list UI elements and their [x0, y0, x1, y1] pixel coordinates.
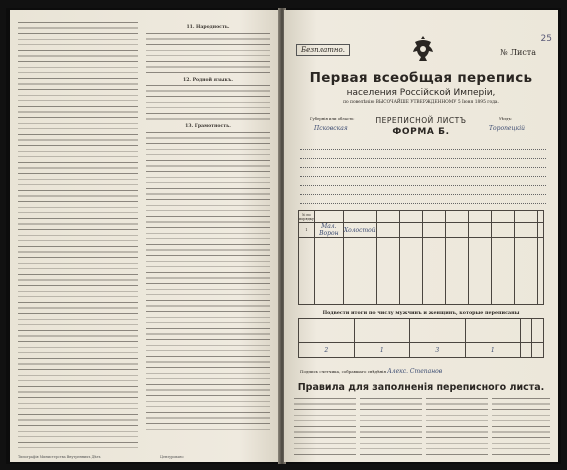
census-title: Первая всеобщая перепись — [309, 70, 533, 86]
province-label: Губернiя или область: — [310, 116, 355, 121]
right-page — [284, 10, 558, 462]
residents-table: № по порядку 1 Мал. Ворон Холостой — [298, 210, 544, 305]
census-subtitle: населения Россiйской Имперiи, — [346, 88, 496, 98]
tally-value: 1 — [354, 343, 410, 358]
form-type-label: ФОРМА Б. — [392, 127, 450, 137]
province-value: Псковская — [314, 125, 348, 132]
left-column-1 — [18, 22, 138, 448]
left-column-2 — [146, 22, 270, 448]
form-line — [300, 142, 546, 150]
heading-native-language: 12. Родной языкъ. — [183, 77, 233, 83]
tally-value: 2 — [299, 343, 355, 358]
signature-row — [300, 368, 442, 375]
sheet-number-label: № Листа — [500, 48, 536, 57]
table-cell: Холостой — [343, 223, 376, 238]
rules-title: Правила для заполненiя переписного листа. — [297, 382, 545, 393]
tally-heading: Подвести итоги по числу мужчинъ и женщинъ, которые переписаны — [322, 310, 520, 316]
decree-line: по повелѣнiю ВЫСОЧАЙШЕ УТВЕРЖДЕННОМУ 5 Iюня 1895 года. — [343, 100, 499, 105]
rules-column — [294, 398, 356, 456]
page-number: 25 — [540, 34, 552, 44]
left-page — [10, 10, 280, 462]
rules-column — [360, 398, 422, 456]
heading-nationality: 11. Народность. — [186, 25, 230, 30]
table-header: № по порядку — [299, 212, 314, 221]
form-line — [300, 187, 546, 195]
tally-value: 3 — [410, 343, 466, 358]
form-line — [300, 151, 546, 159]
rules-column — [426, 398, 488, 456]
form-line — [300, 169, 546, 177]
signature-value: Алекс. Степанов — [387, 368, 443, 375]
heading-literacy: 13. Грамотность. — [185, 124, 231, 130]
census-sheet-label: ПЕРЕПИСНОЙ ЛИСТЪ — [375, 116, 467, 125]
eagle-emblem-icon — [409, 34, 437, 64]
form-line — [300, 196, 546, 204]
footer-right-text: Цензуровано — [160, 455, 184, 459]
tally-table — [298, 318, 544, 358]
tally-value: 1 — [465, 343, 521, 358]
form-line — [300, 160, 546, 168]
document-spread — [6, 8, 561, 464]
rules-column — [492, 398, 550, 456]
footer-left-text: Типографiя Министерства Внутреннихъ Дѣлъ — [18, 455, 101, 459]
signature-label: Подпись счетчика, собравшаго свѣдѣнiя — [300, 369, 386, 374]
form-line — [300, 178, 546, 186]
district-value: Торопецкiй — [489, 125, 526, 132]
table-cell: Мал. Ворон — [314, 223, 343, 238]
district-label: Уѣздъ: — [499, 116, 513, 121]
free-label: Безплатно. — [296, 44, 350, 56]
